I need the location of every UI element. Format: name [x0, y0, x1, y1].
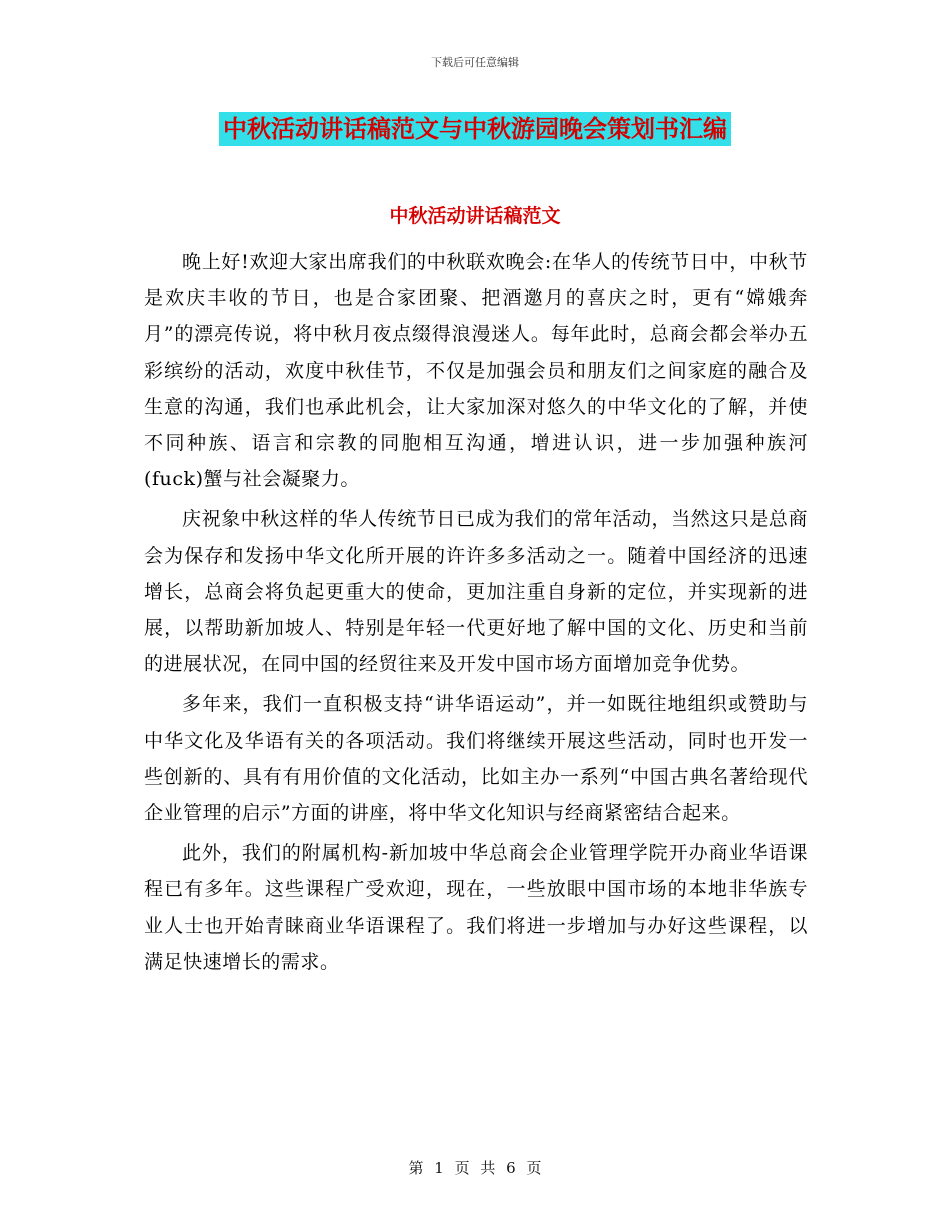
main-title: 中秋活动讲话稿范文与中秋游园晚会策划书汇编	[219, 112, 731, 146]
paragraph-4: 此外，我们的附属机构-新加坡中华总商会企业管理学院开办商业华语课程已有多年。这些课程广受欢迎，现在，一些放眼中国市场的本地非华族专业人士也开始青睐商业华语课程了。我们将进一步增加与办好这些课程，以满足快速增长的需求。	[144, 842, 808, 973]
header-note: 下载后可任意编辑	[431, 56, 519, 69]
document-body	[144, 244, 808, 984]
paragraph-2: 庆祝象中秋这样的华人传统节日已成为我们的常年活动，当然这只是总商会为保存和发扬中华文化所开展的许许多多活动之一。随着中国经济的迅速增长，总商会将负起更重大的使命，更加注重自身新的定位，并实现新的进展，以帮助新加坡人、特别是年轻一代更好地了解中国的文化、历史和当前的进展状况，在同中国的经贸往来及开发中国市场方面增加竞争优势。	[144, 508, 808, 676]
paragraph-1: 晚上好!欢迎大家出席我们的中秋联欢晚会:在华人的传统节日中，中秋节是欢庆丰收的节日，也是合家团聚、把酒邀月的喜庆之时，更有“嫦娥奔月”的漂亮传说，将中秋月夜点缀得浪漫迷人。每年此时，总商会都会举办五彩缤纷的活动，欢度中秋佳节，不仅是加强会员和朋友们之间家庭的融合及生意的沟通，我们也承此机会，让大家加深对悠久的中华文化的了解，并使不同种族、语言和宗教的同胞相互沟通，增进认识，进一步加强种族河(fuck)蟹与社会凝聚力。	[144, 251, 808, 491]
main-title-container	[0, 112, 950, 146]
page-number-footer: 第 1 页 共 6 页	[408, 1159, 542, 1177]
paragraph-3: 多年来，我们一直积极支持“讲华语运动”，并一如既往地组织或赞助与中华文化及华语有关的各项活动。我们将继续开展这些活动，同时也开发一些创新的、具有有用价值的文化活动，比如主办一系列“中国古典名著给现代企业管理的启示”方面的讲座，将中华文化知识与经商紧密结合起来。	[144, 693, 808, 825]
section-title: 中秋活动讲话稿范文	[389, 205, 561, 227]
